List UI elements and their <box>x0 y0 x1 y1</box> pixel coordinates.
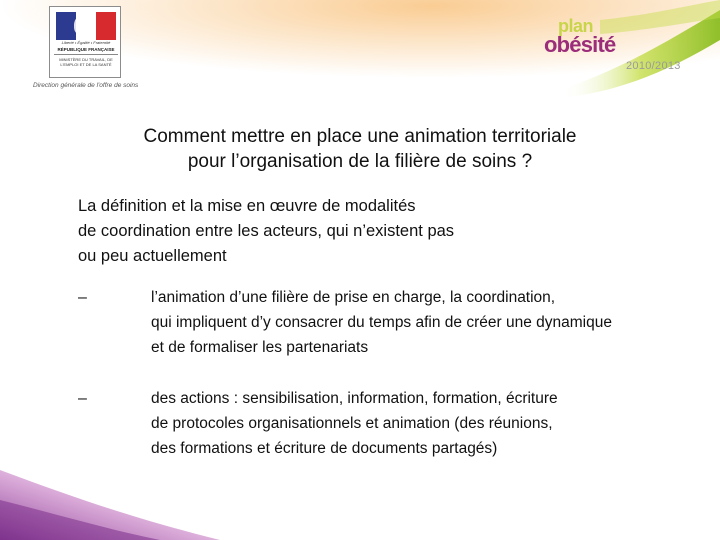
obesite-word: obésité <box>544 32 616 57</box>
plan-word: plan <box>558 16 594 36</box>
bullet-line: de protocoles organisationnels et animation (des réunions, <box>151 415 553 432</box>
logo-divider <box>54 54 118 55</box>
intro-line: ou peu actuellement <box>78 247 227 265</box>
bullet-line: des actions : sensibilisation, information, formation, écriture <box>151 390 558 407</box>
slide-title <box>60 124 660 174</box>
title-line-1: Comment mettre en place une animation territoriale <box>143 126 577 147</box>
plan-years: 2010/2013 <box>626 60 681 72</box>
plan-obesite-logo <box>540 14 720 86</box>
direction-label: Direction générale de l'offre de soins <box>33 82 139 89</box>
bullet-text <box>151 285 691 360</box>
bullet-marker: – <box>78 289 87 306</box>
bullet-text <box>151 386 691 461</box>
intro-paragraph <box>78 194 638 269</box>
marianne-emblem <box>74 14 96 36</box>
ministry-logo <box>49 6 121 78</box>
ministry-name: MINISTÈRE DU TRAVAIL, DE L'EMPLOI ET DE LA SANTÉ <box>59 57 113 67</box>
republic-motto: Liberté • Égalité • Fraternité <box>61 40 111 45</box>
bullet-line: l’animation d’une filière de prise en charge, la coordination, <box>151 289 556 306</box>
republic-name: RÉPUBLIQUE FRANÇAISE <box>57 47 115 52</box>
bullet-line: des formations et écriture de documents partagés) <box>151 440 498 457</box>
bullet-line: et de formaliser les partenariats <box>151 339 369 356</box>
intro-line: de coordination entre les acteurs, qui n’existent pas <box>78 222 455 240</box>
intro-line: La définition et la mise en œuvre de modalités <box>78 197 416 215</box>
bullet-marker: – <box>78 390 87 407</box>
bullet-line: qui impliquent d’y consacrer du temps afin de créer une dynamique <box>151 314 612 331</box>
title-line-2: pour l’organisation de la filière de soins ? <box>187 151 533 172</box>
